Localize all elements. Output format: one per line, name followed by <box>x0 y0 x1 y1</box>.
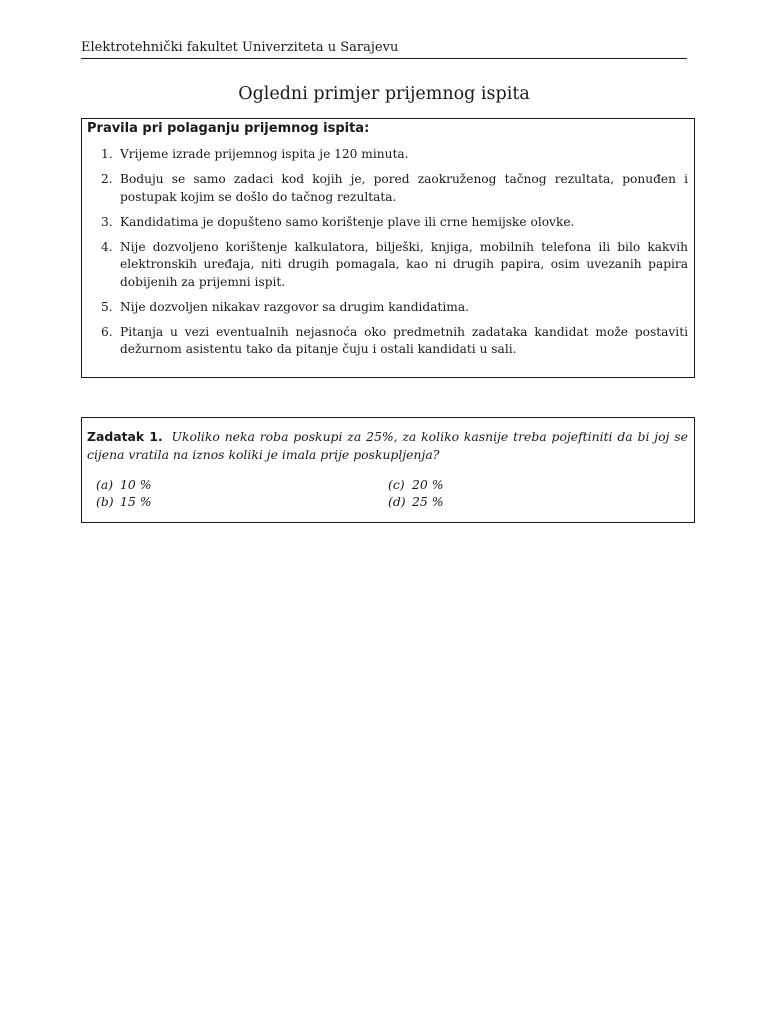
rule-text: Nije dozvoljen nikakav razgovor sa drugim kandidatima. <box>120 299 469 314</box>
rule-number: 1. <box>101 147 113 161</box>
institution-name: Elektrotehnički fakultet Univerziteta u Sarajevu <box>81 40 399 55</box>
rule-number: 4. <box>101 239 113 254</box>
answer-option-a <box>96 476 151 493</box>
rule-item <box>82 171 694 206</box>
rule-item <box>82 239 694 292</box>
rule-item <box>82 299 694 317</box>
rules-box <box>81 118 695 378</box>
rule-text: Boduju se samo zadaci kod kojih je, pored zaokruženog tačnog rezultata, ponuđen i postupak kojim se došlo do tačnog rezultata. <box>120 171 688 204</box>
option-value: 10 % <box>120 477 152 492</box>
answer-option-c <box>388 476 443 493</box>
rule-number: 5. <box>101 299 113 314</box>
option-letter: (c) <box>388 477 405 492</box>
rule-number: 2. <box>101 171 113 186</box>
rules-list <box>82 146 694 366</box>
option-letter: (b) <box>96 494 114 509</box>
task-label: Zadatak 1. <box>87 429 163 444</box>
answer-option-b <box>96 493 151 510</box>
option-value: 15 % <box>120 494 152 509</box>
rules-heading: Pravila pri polaganju prijemnog ispita: <box>87 121 370 136</box>
rule-item <box>82 146 694 164</box>
option-value: 20 % <box>412 477 444 492</box>
rule-text: Vrijeme izrade prijemnog ispita je 120 minuta. <box>120 147 409 161</box>
rule-item <box>82 324 694 359</box>
task-question: Ukoliko neka roba poskupi za 25%, za koliko kasnije treba pojeftiniti da bi joj se cijena vratila na iznos koliki je imala prije poskupljenja? <box>87 429 688 462</box>
option-letter: (d) <box>388 494 406 509</box>
option-value: 25 % <box>412 494 444 509</box>
rule-text: Nije dozvoljeno korištenje kalkulatora, bilješki, knjiga, mobilnih telefona ili bilo kakvih elektronskih uređaja, niti drugih pomagala, kao ni drugih papira, osim uvezanih papira dobijenih za prijemni ispit. <box>120 239 688 289</box>
task-statement <box>87 428 688 463</box>
option-letter: (a) <box>96 477 114 492</box>
rule-number: 6. <box>101 324 113 339</box>
rule-text: Pitanja u vezi eventualnih nejasnoća oko predmetnih zadataka kandidat može postaviti dežurnom asistentu tako da pitanje čuju i ostali kandidati u sali. <box>120 324 688 357</box>
rule-item <box>82 214 694 232</box>
task-box <box>81 417 695 523</box>
document-header <box>81 40 687 59</box>
rule-text: Kandidatima je dopušteno samo korištenje plave ili crne hemijske olovke. <box>120 214 575 229</box>
answer-option-d <box>388 493 443 510</box>
rule-number: 3. <box>101 214 113 229</box>
page-title: Ogledni primjer prijemnog ispita <box>238 84 530 104</box>
